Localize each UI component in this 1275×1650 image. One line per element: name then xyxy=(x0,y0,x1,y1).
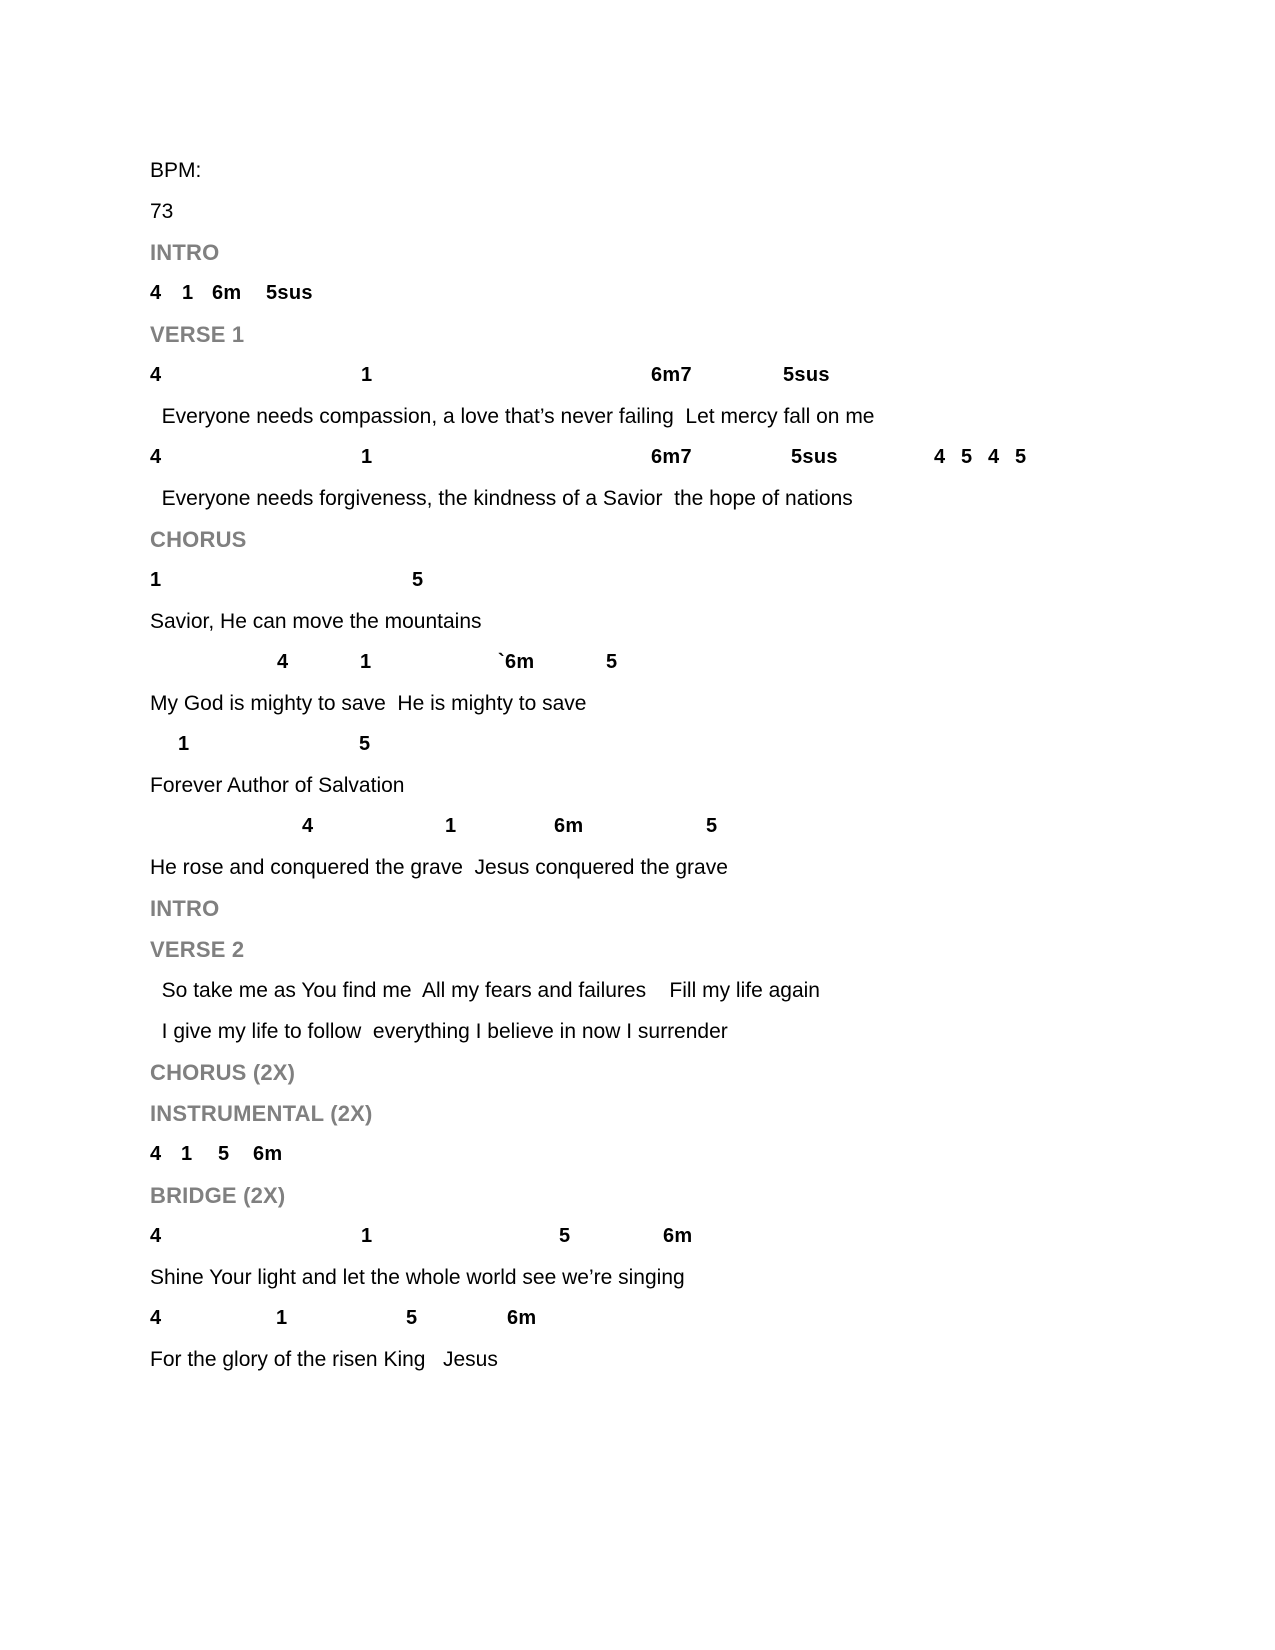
chord-row-chorus-line1 xyxy=(150,560,1110,601)
chord-token: 1 xyxy=(360,651,372,673)
chord-token: 4 xyxy=(150,1307,162,1329)
chord-row-chorus-line2 xyxy=(150,642,1110,683)
chord-token: 1 xyxy=(182,282,194,304)
lyric-line: Everyone needs compassion, a love that’s never failing Let mercy fall on me xyxy=(150,405,875,428)
lyric-line: For the glory of the risen King Jesus xyxy=(150,1348,498,1371)
chord-token: 5 xyxy=(359,733,371,755)
lyric-line: So take me as You find me All my fears and failures Fill my life again xyxy=(150,979,820,1002)
chord-token: 6m7 xyxy=(651,364,692,386)
lyric-line: I give my life to follow everything I believe in now I surrender xyxy=(150,1020,728,1043)
chord-token: 4 xyxy=(302,815,314,837)
chord-token: 1 xyxy=(361,1225,373,1247)
section-header-chorus-2x: CHORUS (2X) xyxy=(150,1060,296,1085)
chord-token: 1 xyxy=(445,815,457,837)
chord-token: 1 xyxy=(178,733,190,755)
chord-token: 5 xyxy=(606,651,618,673)
chord-token: 6m xyxy=(663,1225,693,1247)
lyric-line: Forever Author of Salvation xyxy=(150,774,405,797)
chord-row-bridge-line1 xyxy=(150,1216,1110,1257)
chord-token: 5sus xyxy=(783,364,830,386)
section-header-bridge: BRIDGE (2X) xyxy=(150,1183,286,1208)
chord-token: 5 xyxy=(218,1143,230,1165)
chord-token: 6m7 xyxy=(651,446,692,468)
chord-token: 1 xyxy=(181,1143,193,1165)
chord-row-verse1-line2 xyxy=(150,437,1110,478)
chord-token: 6m xyxy=(253,1143,283,1165)
lyric-line: Everyone needs forgiveness, the kindness of a Savior the hope of nations xyxy=(150,487,853,510)
chord-token: 4 xyxy=(988,446,1000,468)
bpm-label: BPM: xyxy=(150,159,202,182)
chord-token: 1 xyxy=(361,364,373,386)
chord-token: 6m xyxy=(507,1307,537,1329)
section-header-intro-2: INTRO xyxy=(150,896,220,921)
chord-token: 4 xyxy=(934,446,946,468)
chord-token: 5 xyxy=(412,569,424,591)
chord-token: `6m xyxy=(498,651,535,673)
bpm-value: 73 xyxy=(150,200,174,223)
chord-token: 5sus xyxy=(266,282,313,304)
chord-token: 5 xyxy=(1015,446,1027,468)
lyric-line: Shine Your light and let the whole world see we’re singing xyxy=(150,1266,685,1289)
chord-row-intro-1 xyxy=(150,273,1110,314)
chord-token: 6m xyxy=(212,282,242,304)
chord-token: 5sus xyxy=(791,446,838,468)
chord-token: 1 xyxy=(276,1307,288,1329)
lyric-line: My God is mighty to save He is mighty to save xyxy=(150,692,587,715)
lyric-line: He rose and conquered the grave Jesus conquered the grave xyxy=(150,856,728,879)
chord-row-instrumental xyxy=(150,1134,1110,1175)
chord-token: 1 xyxy=(150,569,162,591)
lyric-line: Savior, He can move the mountains xyxy=(150,610,482,633)
chord-row-bridge-line2 xyxy=(150,1298,1110,1339)
chord-token: 4 xyxy=(150,282,162,304)
chord-row-verse1-line1 xyxy=(150,355,1110,396)
document-body xyxy=(150,150,1110,1380)
chord-token: 4 xyxy=(150,1143,162,1165)
chord-token: 6m xyxy=(554,815,584,837)
section-header-intro-1: INTRO xyxy=(150,240,220,265)
section-header-verse-1: VERSE 1 xyxy=(150,322,245,347)
chord-row-chorus-line4 xyxy=(150,806,1110,847)
chord-token: 4 xyxy=(150,446,162,468)
chord-token: 5 xyxy=(406,1307,418,1329)
chord-token: 5 xyxy=(559,1225,571,1247)
section-header-instrumental: INSTRUMENTAL (2X) xyxy=(150,1101,373,1126)
chord-token: 1 xyxy=(361,446,373,468)
section-header-chorus-1: CHORUS xyxy=(150,527,247,552)
chord-row-chorus-line3 xyxy=(150,724,1110,765)
chord-token: 4 xyxy=(277,651,289,673)
chord-token: 4 xyxy=(150,364,162,386)
chord-token: 4 xyxy=(150,1225,162,1247)
chord-token: 5 xyxy=(706,815,718,837)
chord-token: 5 xyxy=(961,446,973,468)
section-header-verse-2: VERSE 2 xyxy=(150,937,245,962)
